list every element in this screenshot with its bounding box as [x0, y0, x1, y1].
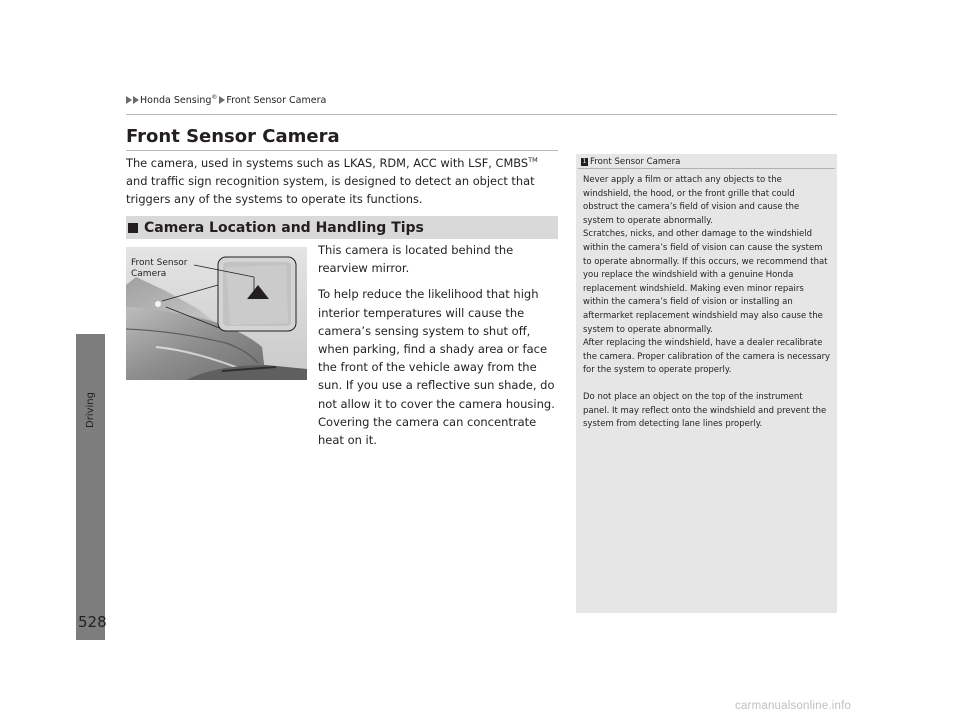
intro-paragraph: The camera, used in systems such as LKAS, RDM, ACC with LSF, CMBS™ and traffic sign recognition system, is designed to detect an object that triggers any of the systems to operate its functions. [126, 156, 538, 207]
breadcrumb-arrow-icon [133, 96, 139, 104]
breadcrumb-item-front-sensor-camera[interactable]: Front Sensor Camera [226, 94, 327, 106]
section-square-icon [128, 223, 138, 233]
page-title: Front Sensor Camera [126, 126, 340, 147]
header-rule [126, 114, 837, 115]
body-paragraph-location: This camera is located behind the rearview mirror. [318, 243, 514, 276]
note-number-icon: 1 [582, 158, 587, 165]
note-paragraph-instrument-panel: Do not place an object on the top of the instrument panel. It may reflect onto the windshield and prevent the system from detecting lane lines properly. [583, 391, 827, 430]
chapter-side-tab [76, 334, 105, 640]
side-note-body [583, 174, 831, 432]
registered-mark: ® [211, 94, 218, 101]
note-title: Front Sensor Camera [590, 157, 681, 167]
section-heading [126, 216, 558, 239]
breadcrumb-arrow-icon [126, 96, 132, 104]
section-title: Camera Location and Handling Tips [144, 219, 424, 236]
breadcrumb-item-honda-sensing[interactable]: Honda Sensing® [140, 94, 218, 107]
page-number: 528 [78, 613, 107, 631]
note-paragraph-windshield: Never apply a film or attach any objects to the windshield, the hood, or the front grille that could obstruct the camera’s field of vision and cause the system to operate abnormally. Scratches, nicks, and other damage to the windshield within the camera’s field of vision can cause the system to operate abnormally. If this occurs, we recommend that you replace the windshield with a genuine Honda replacement windshield. Making even minor repairs within the camera’s field of vision or installing an aftermarket replacement windshield may also cause the system to operate abnormally. After replacing the windshield, have a dealer recalibrate the camera. Proper calibration of the camera is necessary for the system to operate properly. [583, 175, 831, 376]
watermark: carmanualsonline.info [735, 700, 852, 712]
note-rule [578, 168, 835, 169]
breadcrumb [126, 94, 326, 106]
side-note-heading [581, 157, 680, 167]
body-text [318, 241, 560, 449]
illustration-callout-label: Front Sensor Camera [131, 258, 188, 279]
camera-dot [155, 301, 161, 307]
title-rule [126, 150, 558, 151]
body-paragraph-heat: To help reduce the likelihood that high interior temperatures will cause the camera’s sensing system to shut off, when parking, find a shady area or face the front of the vehicle away from the sun. If you use a reflective sun shade, do not allow it to cover the camera housing. Covering the camera can concentrate heat on it. [318, 287, 555, 448]
chapter-label: Driving [85, 392, 96, 428]
breadcrumb-arrow-icon [219, 96, 225, 104]
trademark-mark: TM [528, 156, 538, 165]
